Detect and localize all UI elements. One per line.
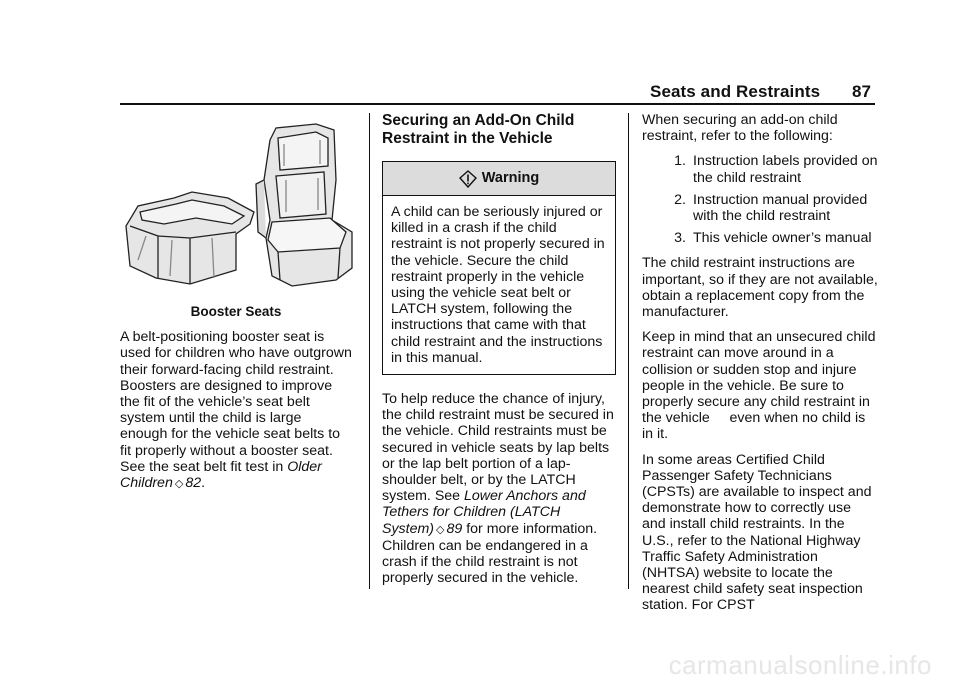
page-ref-82[interactable]: 82 bbox=[185, 475, 202, 492]
list-item bbox=[642, 153, 878, 185]
booster-paragraph-end: . bbox=[201, 475, 206, 492]
booster-seats-illustration bbox=[120, 120, 355, 300]
warning-title: Warning bbox=[481, 170, 540, 187]
list-item-number: 1. bbox=[674, 153, 686, 170]
references-intro: When securing an add-on child restraint, refer to the following: bbox=[642, 112, 838, 145]
cpst-paragraph: In some areas Certified Child Passenger Safety Technicians (CPSTs) are available to inspect and demonstrate how to correctly use and install child restraints. In the U.S., refer to the National Highway Traffic Safety Administration (NHTSA) website to locate the nearest child safety seat inspection station. For CPST bbox=[642, 451, 872, 614]
securing-paragraph-end: for more information. Children can be endangered in a crash if the child restraint is not properly secured in the vehicle. bbox=[382, 520, 598, 587]
latch-system-link[interactable]: Lower Anchors and Tethers for Children (LATCH System) bbox=[382, 488, 586, 537]
list-item-text: This vehicle owner’s manual bbox=[693, 230, 872, 247]
list-item bbox=[642, 230, 878, 246]
booster-paragraph bbox=[120, 329, 352, 492]
page-ref-arrow-icon: ◇ bbox=[436, 523, 445, 536]
booster-paragraph-text: A belt-positioning booster seat is used for children who have outgrown their forward-facing child restraint. Boosters are designed to improve the fit of the vehicle’s seat belt system until the child is large enough for the vehicle seat belts to fit properly without a booster seat. See the seat belt fit test in bbox=[120, 329, 352, 475]
list-item-number: 3. bbox=[674, 230, 686, 247]
list-item bbox=[642, 192, 878, 224]
list-item-text: Instruction manual provided with the child restraint bbox=[693, 191, 868, 225]
warning-icon bbox=[459, 170, 477, 188]
warning-box bbox=[382, 161, 616, 375]
page-number: 87 bbox=[852, 82, 871, 101]
figure-caption: Booster Seats bbox=[190, 304, 282, 319]
page-section-title: Seats and Restraints bbox=[650, 82, 821, 101]
header-divider bbox=[120, 103, 875, 105]
instructions-paragraph: The child restraint instructions are important, so if they are not available, obtain a replacement copy from the manufacturer. bbox=[642, 255, 878, 321]
securing-paragraph bbox=[382, 391, 617, 586]
list-item-text: Instruction labels provided on the child restraint bbox=[693, 153, 878, 186]
page-ref-arrow-icon: ◇ bbox=[174, 478, 184, 491]
warning-text: A child can be seriously injured or killed in a crash if the child restraint is not properly secured in the vehicle. Secure the child restraint properly in the vehicle using the vehicle seat belt or LATCH system, following the instructions that came with that child restraint and the instructions in this manual. bbox=[391, 204, 605, 366]
list-item-number: 2. bbox=[674, 191, 686, 208]
references-list bbox=[642, 153, 878, 246]
securing-paragraph-text: To help reduce the chance of injury, the child restraint must be secured in the vehicle. Child restraints must be secured in vehicle seats by lap belts or the lap belt portion of a lap-shoulder belt, or by the LATCH system. See bbox=[382, 391, 614, 505]
page-ref-89[interactable]: 89 bbox=[446, 520, 463, 537]
older-children-link[interactable]: Older Children bbox=[120, 458, 322, 492]
middle-column bbox=[382, 112, 617, 595]
warning-header bbox=[383, 162, 615, 196]
watermark bbox=[0, 650, 960, 681]
right-column bbox=[642, 112, 878, 623]
backless-booster-icon bbox=[126, 192, 254, 284]
column-divider-right bbox=[628, 113, 629, 589]
column-divider-left bbox=[369, 113, 370, 589]
left-column bbox=[120, 304, 352, 501]
high-back-booster-icon bbox=[256, 124, 352, 286]
watermark-text: carmanualsonline.info bbox=[668, 650, 932, 680]
section-heading: Securing an Add-On Child Restraint in the Vehicle bbox=[382, 112, 575, 147]
unsecured-paragraph: Keep in mind that an unsecured child restraint can move around in a collision or sudden stop and injure people in the vehicle. Be sure to properly secure any child restraint in the vehicle even when no child is in it. bbox=[642, 329, 880, 443]
